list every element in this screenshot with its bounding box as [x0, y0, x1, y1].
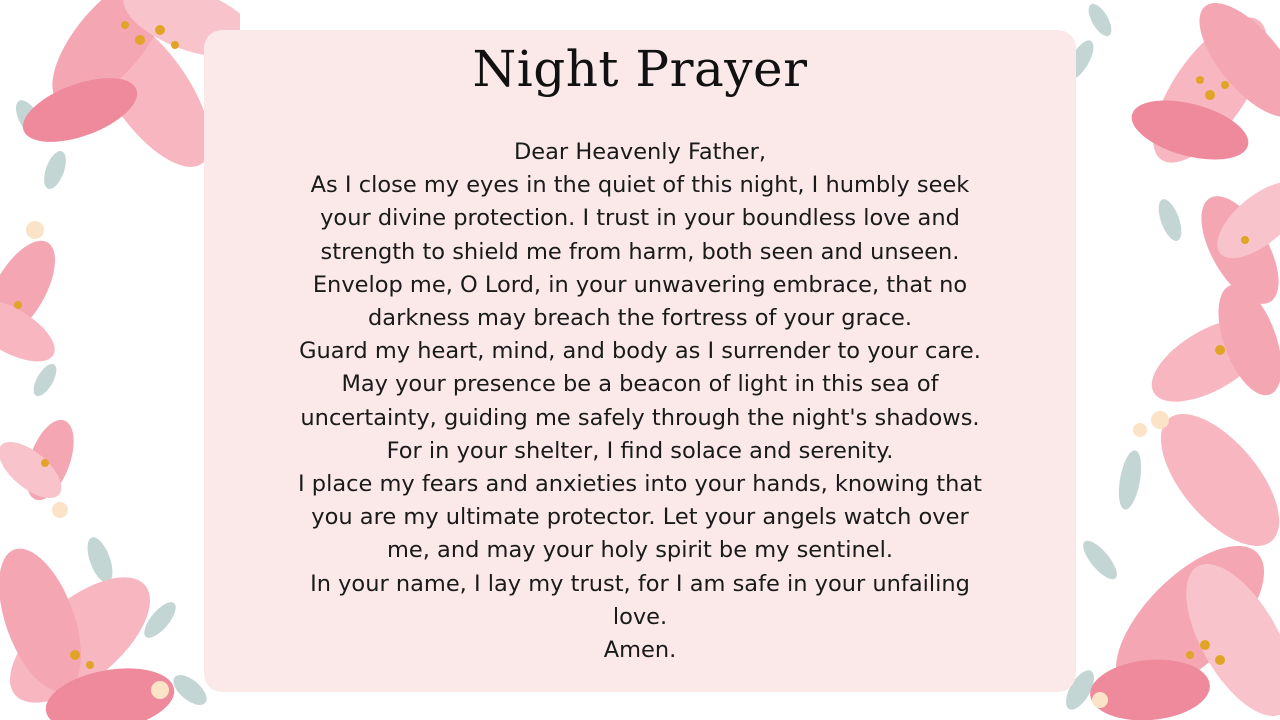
- pink-lily-flower-icon: [1088, 394, 1280, 720]
- prayer-line: Dear Heavenly Father,: [513, 139, 767, 165]
- prayer-line: For in your shelter, I find solace and serenity.: [386, 437, 894, 464]
- prayer-line: darkness may breach the fortress of your grace.: [368, 305, 912, 332]
- prayer-line: you are my ultimate protector. Let your angels watch over: [311, 504, 969, 531]
- prayer-line: Amen.: [603, 637, 677, 664]
- floral-border-right-art: [1040, 0, 1280, 720]
- prayer-line: strength to shield me from harm, both seen and unseen.: [320, 238, 960, 265]
- prayer-line: Envelop me, O Lord, in your unwavering embrace, that no: [312, 271, 968, 298]
- pink-lily-flower-icon: [1125, 0, 1280, 180]
- prayer-line: Guard my heart, mind, and body as I surrender to your care.: [299, 338, 981, 365]
- prayer-line: me, and may your holy spirit be my sentinel.: [386, 537, 893, 564]
- prayer-line: As I close my eyes in the quiet of this night, I humbly seek: [310, 172, 970, 199]
- prayer-card: [204, 30, 1076, 692]
- prayer-line: uncertainty, guiding me safely through the night's shadows.: [300, 404, 980, 431]
- pink-lily-flower-icon: [0, 230, 83, 508]
- prayer-line: In your name, I lay my trust, for I am safe in your unfailing: [310, 570, 970, 597]
- floral-border-right: [1040, 0, 1280, 720]
- prayer-line: your divine protection. I trust in your boundless love and: [320, 205, 960, 232]
- prayer-line: May your presence be a beacon of light in this sea of: [341, 371, 939, 398]
- prayer-text: [204, 136, 1076, 667]
- prayer-line: love.: [612, 603, 668, 630]
- page-title: Night Prayer: [472, 40, 808, 98]
- prayer-line: I place my fears and anxieties into your hands, knowing that: [298, 471, 982, 498]
